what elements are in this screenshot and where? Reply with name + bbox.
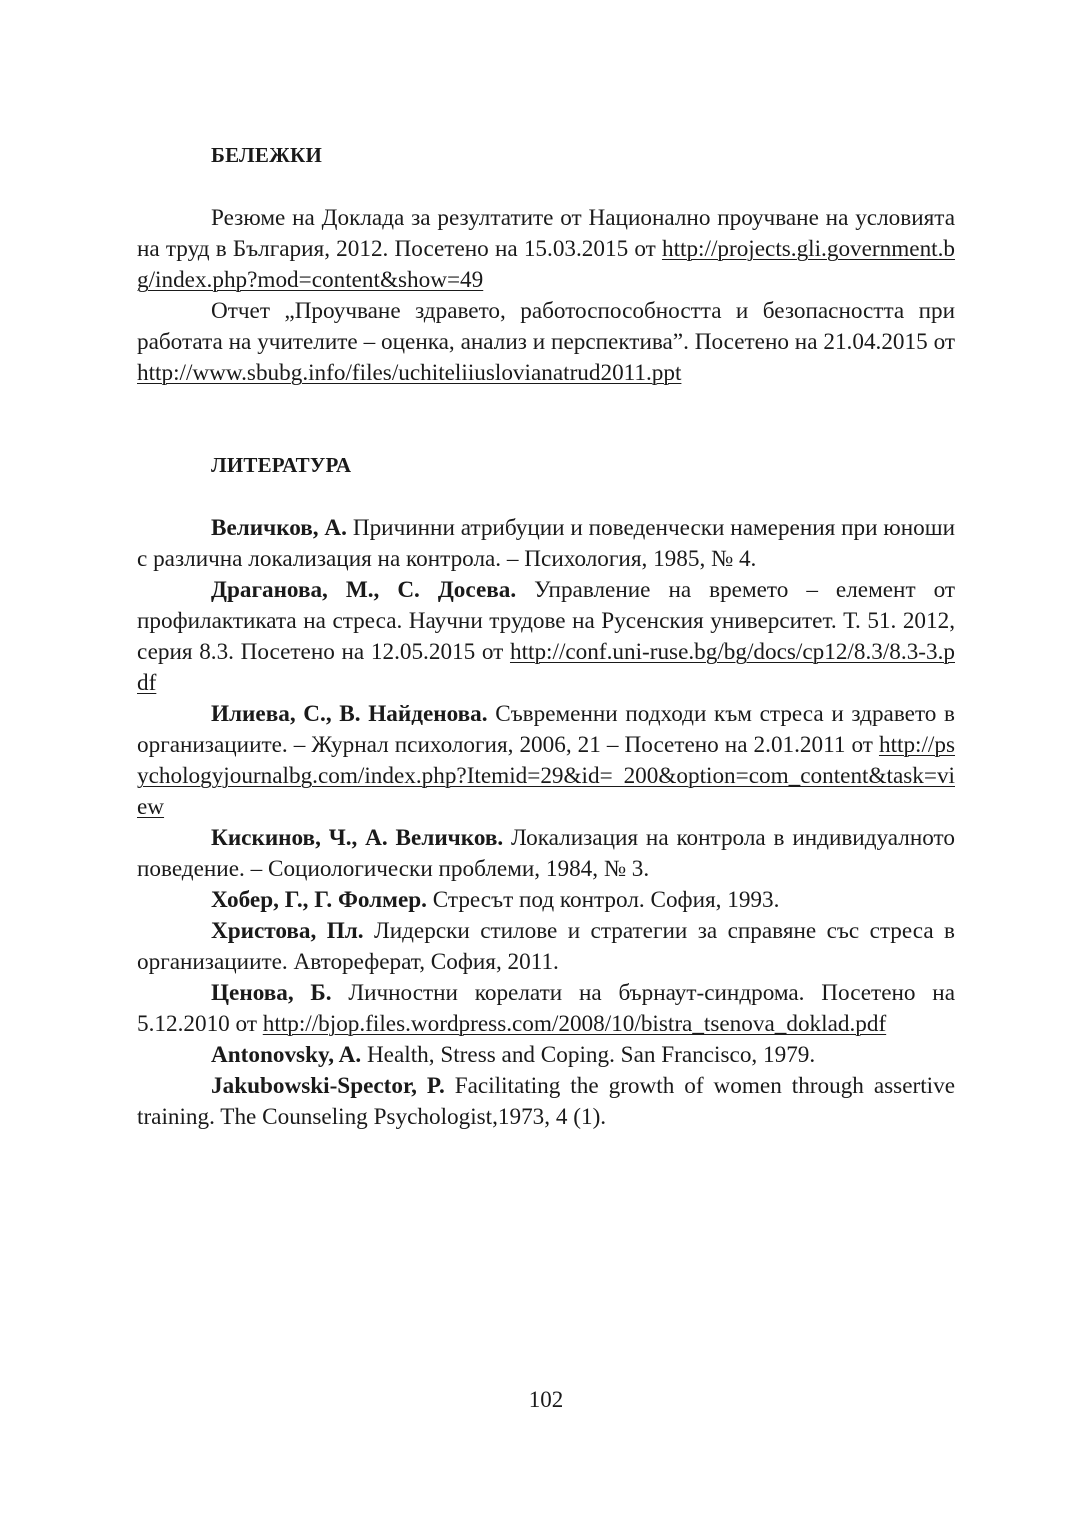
reference-author: Величков, А. [211,515,347,541]
reference-text: Стресът под контрол. София, 1993. [426,887,780,913]
note-entry [137,296,955,389]
reference-text: Facilitating the growth of women through assertive training. The Counseling Psychologist,1973, 4 (1). [137,1073,955,1130]
reference-link[interactable]: http://bjop.files.wordpress.com/2008/10/bistra_tsenova_doklad.pdf [262,1011,887,1037]
reference-author: Драганова, М., С. Досева. [211,577,517,603]
note-link[interactable]: http://www.sbubg.info/files/uchiteliiuslovianatrud2011.ppt [137,360,682,386]
reference-text: Причинни атрибуции и поведенчески намерения при юноши с различна локализация на контрола. – Психология, 1985, № 4. [137,515,955,572]
reference-entry [137,513,955,575]
notes-list [137,203,955,389]
reference-text: Health, Stress and Coping. San Francisco, 1979. [361,1042,816,1068]
reference-author: Кискинов, Ч., А. Величков. [211,825,504,851]
reference-entry [137,1071,955,1133]
reference-entry [137,575,955,699]
notes-heading: БЕЛЕЖКИ [211,143,322,167]
literature-list [137,513,955,1133]
reference-text: Съвременни подходи към стреса и здравето в организациите. – Журнал психология, 2006, 21 – Посетено на 2.01.2011 от [137,701,956,758]
reference-author: Христова, Пл. [211,918,364,944]
reference-link[interactable]: http://psychologyjournalbg.com/index.php?Itemid=29&id= 200&option=com_content&task=view [137,732,955,820]
reference-author: Antonovsky, A. [211,1042,362,1068]
reference-author: Илиева, С., В. Найденова. [211,701,488,727]
reference-entry [137,1040,955,1071]
note-link[interactable]: http://projects.gli.government.bg/index.php?mod=content&show=49 [137,236,955,293]
reference-link[interactable]: http://conf.uni-ruse.bg/bg/docs/cp12/8.3/8.3-3.pdf [137,639,955,696]
note-text: Отчет „Проучване здравето, работоспособността и безопасността при работата на учителите – оценка, анализ и перспектива”. Посетено на 21.04.2015 от [137,298,955,355]
reference-text: Управление на времето – елемент от профилактиката на стреса. Научни трудове на Русенския университет. Т. 51. 2012, серия 8.3. Посетено на 12.05.2015 от [137,577,955,665]
reference-author: Jakubowski-Spector, P. [211,1073,445,1099]
reference-entry [137,885,955,916]
reference-author: Хобер, Г., Г. Фолмер. [211,887,427,913]
note-entry [137,203,955,296]
reference-entry [137,978,955,1040]
reference-text: Локализация на контрола в индивидуалното поведение. – Социологически проблеми, 1984, № 3. [137,825,955,882]
literature-heading: ЛИТЕРАТУРА [211,453,352,477]
reference-text: Личностни корелати на бърнаут-синдрома. Посетено на 5.12.2010 от [137,980,955,1037]
note-text: Резюме на Доклада за резултатите от Национално проучване на условията на труд в България, 2012. Посетено на 15.03.2015 от [137,205,955,262]
reference-entry [137,916,955,978]
reference-text: Лидерски стилове и стратегии за справяне със стреса в организациите. Автореферат, София, 2011. [137,918,955,975]
reference-entry [137,699,955,823]
page-number: 102 [528,1387,564,1412]
reference-author: Ценова, Б. [211,980,332,1006]
reference-entry [137,823,955,885]
